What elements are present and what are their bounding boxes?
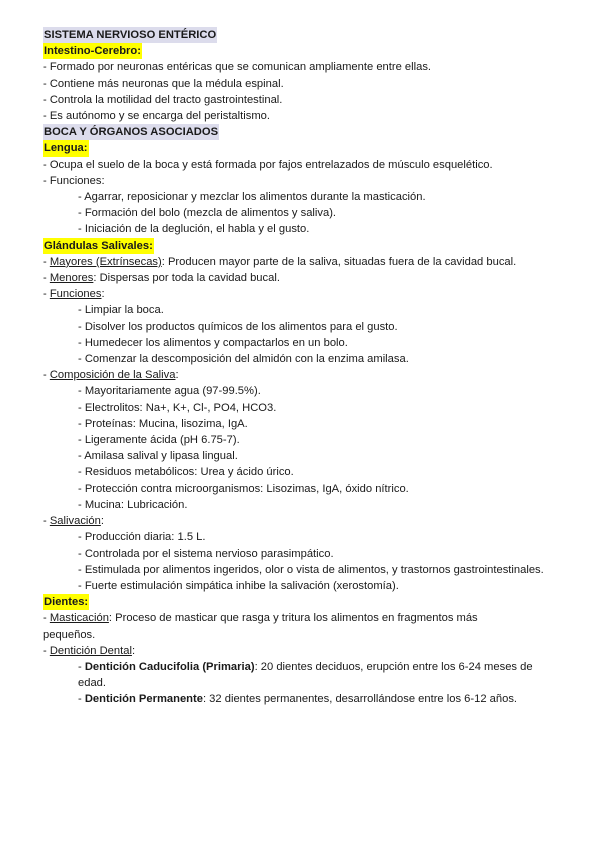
text-line: - Salivación: bbox=[43, 515, 104, 528]
list-item: - Limpiar la boca. bbox=[78, 304, 164, 317]
text-line: - Funciones: bbox=[43, 288, 105, 301]
text-line: - Dentición Dental: bbox=[43, 644, 136, 657]
term-caducifolia: Dentición Caducifolia (Primaria) bbox=[84, 660, 255, 673]
term-funciones: Funciones bbox=[49, 288, 102, 301]
list-item: - Iniciación de la deglución, el habla y el gusto. bbox=[78, 223, 310, 236]
term-text: : Proceso de masticar que rasga y tritura los alimentos en fragmentos más pequeños. bbox=[43, 612, 478, 641]
term-permanente: Dentición Permanente bbox=[84, 693, 203, 706]
term-composicion: Composición de la Saliva bbox=[49, 369, 176, 382]
text-line: - Es autónomo y se encarga del peristaltismo. bbox=[43, 110, 270, 123]
text-line: - Ocupa el suelo de la boca y está formada por fajos entrelazados de músculo esquelético. bbox=[43, 158, 493, 171]
list-item: - Residuos metabólicos: Urea y ácido úrico. bbox=[78, 466, 294, 479]
section-title-sne: SISTEMA NERVIOSO ENTÉRICO bbox=[43, 27, 217, 43]
list-item: - Protección contra microorganismos: Lisozimas, IgA, óxido nítrico. bbox=[78, 482, 409, 495]
term-text: : 32 dientes permanentes, desarrollándose entre los 6-12 años. bbox=[202, 693, 518, 706]
list-item: - Ligeramente ácida (pH 6.75-7). bbox=[78, 434, 240, 447]
text-line: - Masticación: Proceso de masticar que rasga y tritura los alimentos en fragmentos más pequeños. bbox=[43, 612, 478, 641]
heading-dientes: Dientes: bbox=[43, 594, 89, 610]
list-item: - Dentición Caducifolia (Primaria): 20 dientes deciduos, erupción entre los 6-24 meses de edad. bbox=[78, 660, 533, 690]
list-item: - Proteínas: Mucina, lisozima, IgA. bbox=[78, 417, 248, 430]
list-item: - Amilasa salival y lipasa lingual. bbox=[78, 450, 238, 463]
list-item: - Humedecer los alimentos y compactarlos en un bolo. bbox=[78, 336, 348, 349]
list-item: - Electrolitos: Na+, K+, Cl-, PO4, HCO3. bbox=[78, 401, 277, 414]
text-line: - Menores: Dispersas por toda la cavidad bucal. bbox=[43, 272, 280, 285]
section-title-boca: BOCA Y ÓRGANOS ASOCIADOS bbox=[43, 124, 219, 140]
list-item: - Producción diaria: 1.5 L. bbox=[78, 531, 206, 544]
heading-lengua: Lengua: bbox=[43, 140, 89, 156]
text-line: - Formado por neuronas entéricas que se comunican ampliamente entre ellas. bbox=[43, 61, 432, 74]
list-item: - Dentición Permanente: 32 dientes permanentes, desarrollándose entre los 6-12 años. bbox=[78, 693, 518, 706]
text-line: - Contiene más neuronas que la médula espinal. bbox=[43, 77, 284, 90]
text-line: - Funciones: bbox=[43, 174, 105, 187]
term-menores: Menores bbox=[49, 272, 94, 285]
list-item: - Fuerte estimulación simpática inhibe la salivación (xerostomía). bbox=[78, 579, 399, 592]
list-item: - Formación del bolo (mezcla de alimentos y saliva). bbox=[78, 207, 337, 220]
heading-glandulas: Glándulas Salivales: bbox=[43, 238, 154, 254]
list-item: - Mucina: Lubricación. bbox=[78, 498, 188, 511]
list-item: - Estimulada por alimentos ingeridos, olor o vista de alimentos, y trastornos gastrointestinales. bbox=[78, 563, 544, 576]
term-mayores: Mayores (Extrínsecas) bbox=[49, 255, 162, 268]
text-line: - Composición de la Saliva: bbox=[43, 369, 179, 382]
text-line: - Controla la motilidad del tracto gastrointestinal. bbox=[43, 93, 283, 106]
heading-intestino-cerebro: Intestino-Cerebro: bbox=[43, 43, 142, 59]
term-text: : 20 dientes deciduos, erupción entre los 6-24 meses de edad. bbox=[78, 660, 533, 690]
list-item: - Controlada por el sistema nervioso parasimpático. bbox=[78, 547, 334, 560]
term-text: : Producen mayor parte de la saliva, situadas fuera de la cavidad bucal. bbox=[161, 255, 517, 268]
list-item: - Disolver los productos químicos de los alimentos para el gusto. bbox=[78, 320, 398, 333]
list-item: - Comenzar la descomposición del almidón con la enzima amilasa. bbox=[78, 353, 409, 366]
term-salivacion: Salivación bbox=[49, 515, 101, 528]
term-masticacion: Masticación bbox=[49, 612, 109, 625]
text-line: - Mayores (Extrínsecas): Producen mayor parte de la saliva, situadas fuera de la cavidad bucal. bbox=[43, 255, 517, 268]
list-item: - Mayoritariamente agua (97-99.5%). bbox=[78, 385, 261, 398]
list-item: - Agarrar, reposicionar y mezclar los alimentos durante la masticación. bbox=[78, 191, 426, 204]
term-denticion: Dentición Dental bbox=[49, 644, 132, 657]
term-text: : Dispersas por toda la cavidad bucal. bbox=[93, 272, 280, 285]
